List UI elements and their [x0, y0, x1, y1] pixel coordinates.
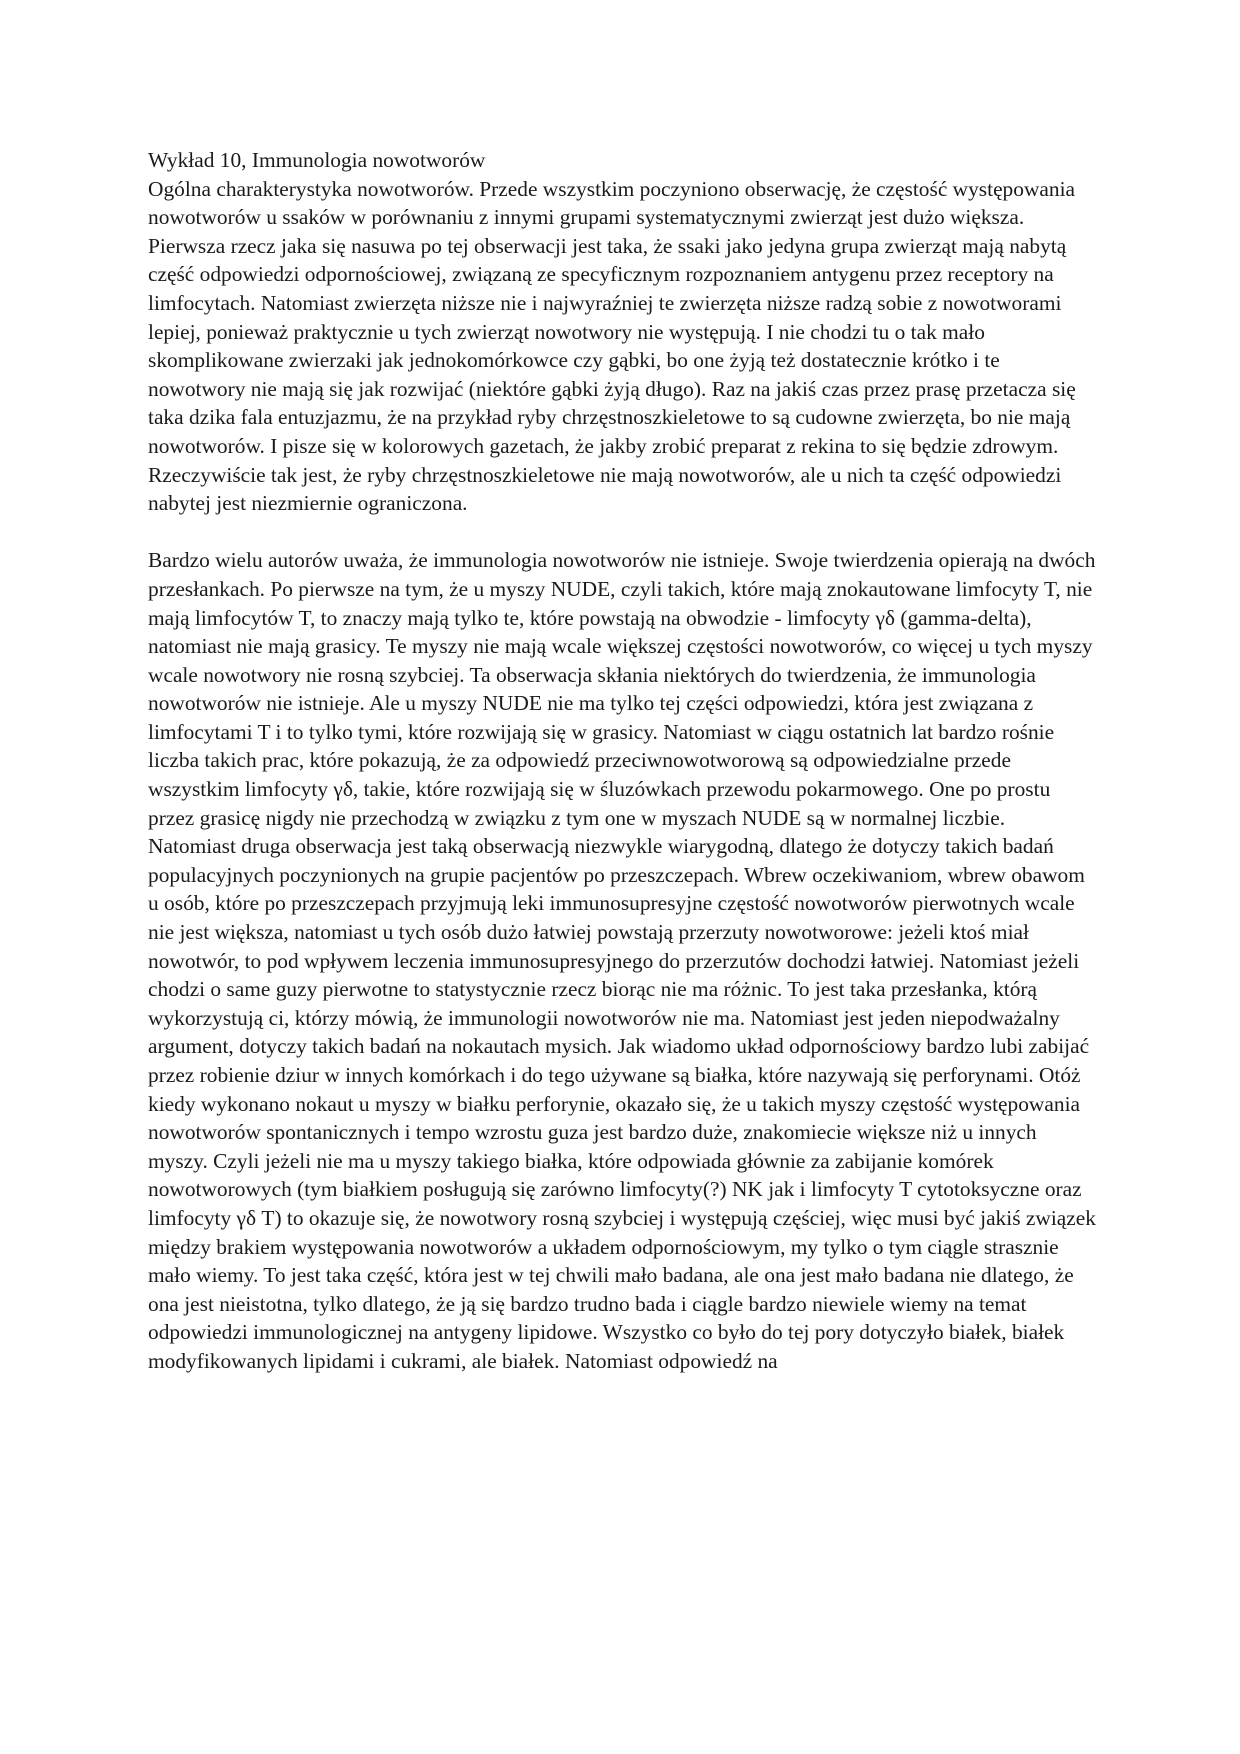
paragraph-1: Ogólna charakterystyka nowotworów. Przede wszystkim poczyniono obserwację, że częstość występowania nowotworów u ssaków w porównaniu z innymi grupami systematycznymi zwierząt jest dużo większa. Pierwsza rzecz jaka się nasuwa po tej obserwacji jest taka, że ssaki jako jedyna grupa zwierząt mają nabytą część odpowiedzi odpornościowej, związaną ze specyficznym rozpoznaniem antygenu przez receptory na limfocytach. Natomiast zwierzęta niższe nie i najwyraźniej te zwierzęta niższe radzą sobie z nowotworami lepiej, ponieważ praktycznie u tych zwierząt nowotwory nie występują. I nie chodzi tu o tak mało skomplikowane zwierzaki jak jednokomórkowce czy gąbki, bo one żyją też dostatecznie krótko i te nowotwory nie mają się jak rozwijać (niektóre gąbki żyją długo). Raz na jakiś czas przez prasę przetacza się taka dzika fala entuzjazmu, że na przykład ryby chrzęstnoszkieletowe to są cudowne zwierzęta, bo nie mają nowotworów. I pisze się w kolorowych gazetach, że jakby zrobić preparat z rekina to się będzie zdrowym. Rzeczywiście tak jest, że ryby chrzęstnoszkieletowe nie mają nowotworów, ale u nich ta część odpowiedzi nabytej jest niezmiernie ograniczona. — [148, 176, 1076, 516]
document-title: Wykład 10, Immunologia nowotworów — [148, 148, 486, 172]
paragraph-2: Bardzo wielu autorów uważa, że immunologia nowotworów nie istnieje. Swoje twierdzenia opierają na dwóch przesłankach. Po pierwsze na tym, że u myszy NUDE, czyli takich, które mają znokautowane limfocyty T, nie mają limfocytów T, to znaczy mają tylko te, które powstają na obwodzie - limfocyty γδ (gamma-delta), natomiast nie mają grasicy. Te myszy nie mają wcale większej częstości nowotworów, co więcej u tych myszy wcale nowotwory nie rosną szybciej. Ta obserwacja skłania niektórych do twierdzenia, że immunologia nowotworów nie istnieje. Ale u myszy NUDE nie ma tylko tej części odpowiedzi, która jest związana z limfocytami T i to tylko tymi, które rozwijają się w grasicy. Natomiast w ciągu ostatnich lat bardzo rośnie liczba takich prac, które pokazują, że za odpowiedź przeciwnowotworową są odpowiedzialne przede wszystkim limfocyty γδ, takie, które rozwijają się w śluzówkach przewodu pokarmowego. One po prostu przez grasicę nigdy nie przechodzą w związku z tym one w myszach NUDE są w normalnej liczbie. Natomiast druga obserwacja jest taką obserwacją niezwykle wiarygodną, dlatego że dotyczy takich badań populacyjnych poczynionych na grupie pacjentów po przeszczepach. Wbrew oczekiwaniom, wbrew obawom u osób, które po przeszczepach przyjmują leki immunosupresyjne częstość nowotworów pierwotnych wcale nie jest większa, natomiast u tych osób dużo łatwiej powstają przerzuty nowotworowe: jeżeli ktoś miał nowotwór, to pod wpływem leczenia immunosupresyjnego do przerzutów dochodzi łatwiej. Natomiast jeżeli chodzi o same guzy pierwotne to statystycznie rzecz biorąc nie ma różnic. To jest taka przesłanka, którą wykorzystują ci, którzy mówią, że immunologii nowotworów nie ma. Natomiast jest jeden niepodważalny argument, dotyczy takich badań na nokautach mysich. Jak wiadomo układ odpornościowy bardzo lubi zabijać przez robienie dziur w innych komórkach i do tego używane są białka, które nazywają się perforynami. Otóż kiedy wykonano nokaut u myszy w białku perforynie, okazało się, że u takich myszy częstość występowania nowotworów spontanicznych i tempo wzrostu guza jest bardzo duże, znakomiecie większe niż u innych myszy. Czyli jeżeli nie ma u myszy takiego białka, które odpowiada głównie za zabijanie komórek nowotworowych (tym białkiem posługują się zarówno limfocyty(?) NK jak i limfocyty T cytotoksyczne oraz limfocyty γδ T) to okazuje się, że nowotwory rosną szybciej i występują częściej, więc musi być jakiś związek między brakiem występowania nowotworów a układem odpornościowym, my tylko o tym ciągle strasznie mało wiemy. To jest taka część, która jest w tej chwili mało badana, ale ona jest mało badana nie dlatego, że ona jest nieistotna, tylko dlatego, że ją się bardzo trudno bada i ciągle bardzo niewiele wiemy na temat odpowiedzi immunologicznej na antygeny lipidowe. Wszystko co było do tej pory dotyczyło białek, białek modyfikowanych lipidami i cukrami, ale białek. Natomiast odpowiedź na — [148, 548, 1096, 1373]
document-page — [148, 146, 1098, 1376]
